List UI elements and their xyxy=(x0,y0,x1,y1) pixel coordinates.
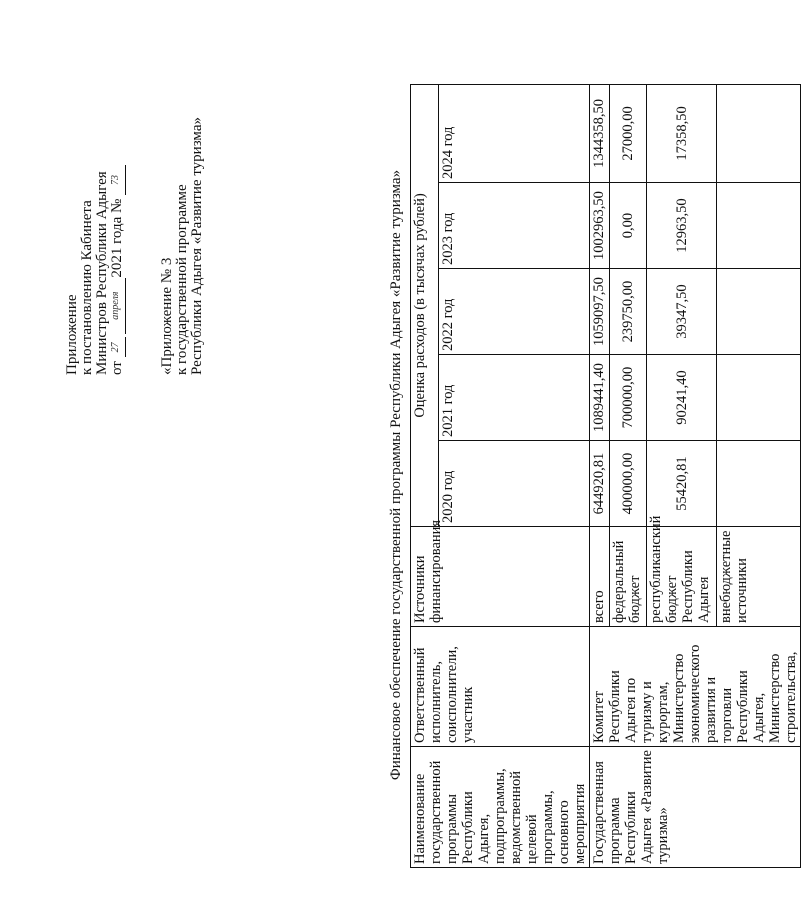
appendix3-block xyxy=(160,117,205,375)
header-executor: Ответственный исполнитель, соисполнители, участник xyxy=(411,627,590,747)
executors-cell: Комитет Республики Адыгея по туризму и курортам, Министерство экономического развития и торговли Республики Адыгея, Министерство строительства, xyxy=(590,627,801,747)
appendix-line-3: Министров Республики Адыгея xyxy=(94,171,110,375)
source-cell: республиканский бюджет Республики Адыгея xyxy=(647,527,717,627)
date-prefix: от xyxy=(109,361,125,375)
value-cell xyxy=(717,355,801,441)
value-cell: 90241,40 xyxy=(647,355,717,441)
year-header: 2023 год xyxy=(439,183,590,269)
value-cell xyxy=(717,84,801,182)
page-title: Финансовое обеспечение государственной программы Республики Адыгея «Развитие туризма» xyxy=(388,169,404,781)
appendix3-line-2: к государственной программе xyxy=(174,184,190,375)
finance-table xyxy=(410,84,801,868)
date-year: 2021 года № xyxy=(109,198,125,278)
value-cell: 644920,81 xyxy=(590,441,610,527)
table-header-row-1 xyxy=(411,84,439,867)
appendix-line-1: Приложение xyxy=(64,294,80,375)
header-funding-source: Источники финансирования xyxy=(411,527,590,627)
value-cell xyxy=(717,441,801,527)
value-cell: 1002963,50 xyxy=(590,183,610,269)
appendix-line-2: к постановлению Кабинета xyxy=(79,200,95,375)
value-cell: 1059097,50 xyxy=(590,269,610,355)
decree-number-field xyxy=(110,165,126,195)
value-cell: 700000,00 xyxy=(609,355,647,441)
header-program-name: Наименование государственной программы Республики Адыгея, подпрограммы, ведомственной целевой программы, основного мероприятия xyxy=(411,747,590,868)
date-day: 27 xyxy=(110,342,121,353)
year-header: 2022 год xyxy=(439,269,590,355)
value-cell: 27000,00 xyxy=(609,84,647,182)
decree-number: 73 xyxy=(110,174,121,185)
appendix-block xyxy=(65,165,126,375)
value-cell xyxy=(717,269,801,355)
value-cell: 55420,81 xyxy=(647,441,717,527)
appendix3-line-3: Республики Адыгея «Развитие туризма» xyxy=(189,117,205,375)
date-month: апреля xyxy=(110,291,121,320)
source-cell: внебюджетные источники xyxy=(717,527,801,627)
appendix3-line-1: «Приложение № 3 xyxy=(159,257,175,375)
value-cell: 39347,50 xyxy=(647,269,717,355)
table-row xyxy=(590,84,610,867)
value-cell: 400000,00 xyxy=(609,441,647,527)
value-cell: 239750,00 xyxy=(609,269,647,355)
value-cell xyxy=(717,183,801,269)
value-cell: 12963,50 xyxy=(647,183,717,269)
value-cell: 0,00 xyxy=(609,183,647,269)
appendix-line-4 xyxy=(110,165,126,375)
date-day-field xyxy=(110,337,126,357)
value-cell: 1344358,50 xyxy=(590,84,610,182)
program-name-cell: Государственная программа Республики Адыгея «Развитие туризма» xyxy=(590,747,801,868)
year-header: 2020 год xyxy=(439,441,590,527)
value-cell: 1089441,40 xyxy=(590,355,610,441)
date-month-field xyxy=(110,278,126,334)
source-cell: всего xyxy=(590,527,610,627)
value-cell: 17358,50 xyxy=(647,84,717,182)
year-header: 2021 год xyxy=(439,355,590,441)
source-cell: федеральный бюджет xyxy=(609,527,647,627)
header-estimate: Оценка расходов (в тысячах рублей) xyxy=(411,84,439,526)
year-header: 2024 год xyxy=(439,84,590,182)
